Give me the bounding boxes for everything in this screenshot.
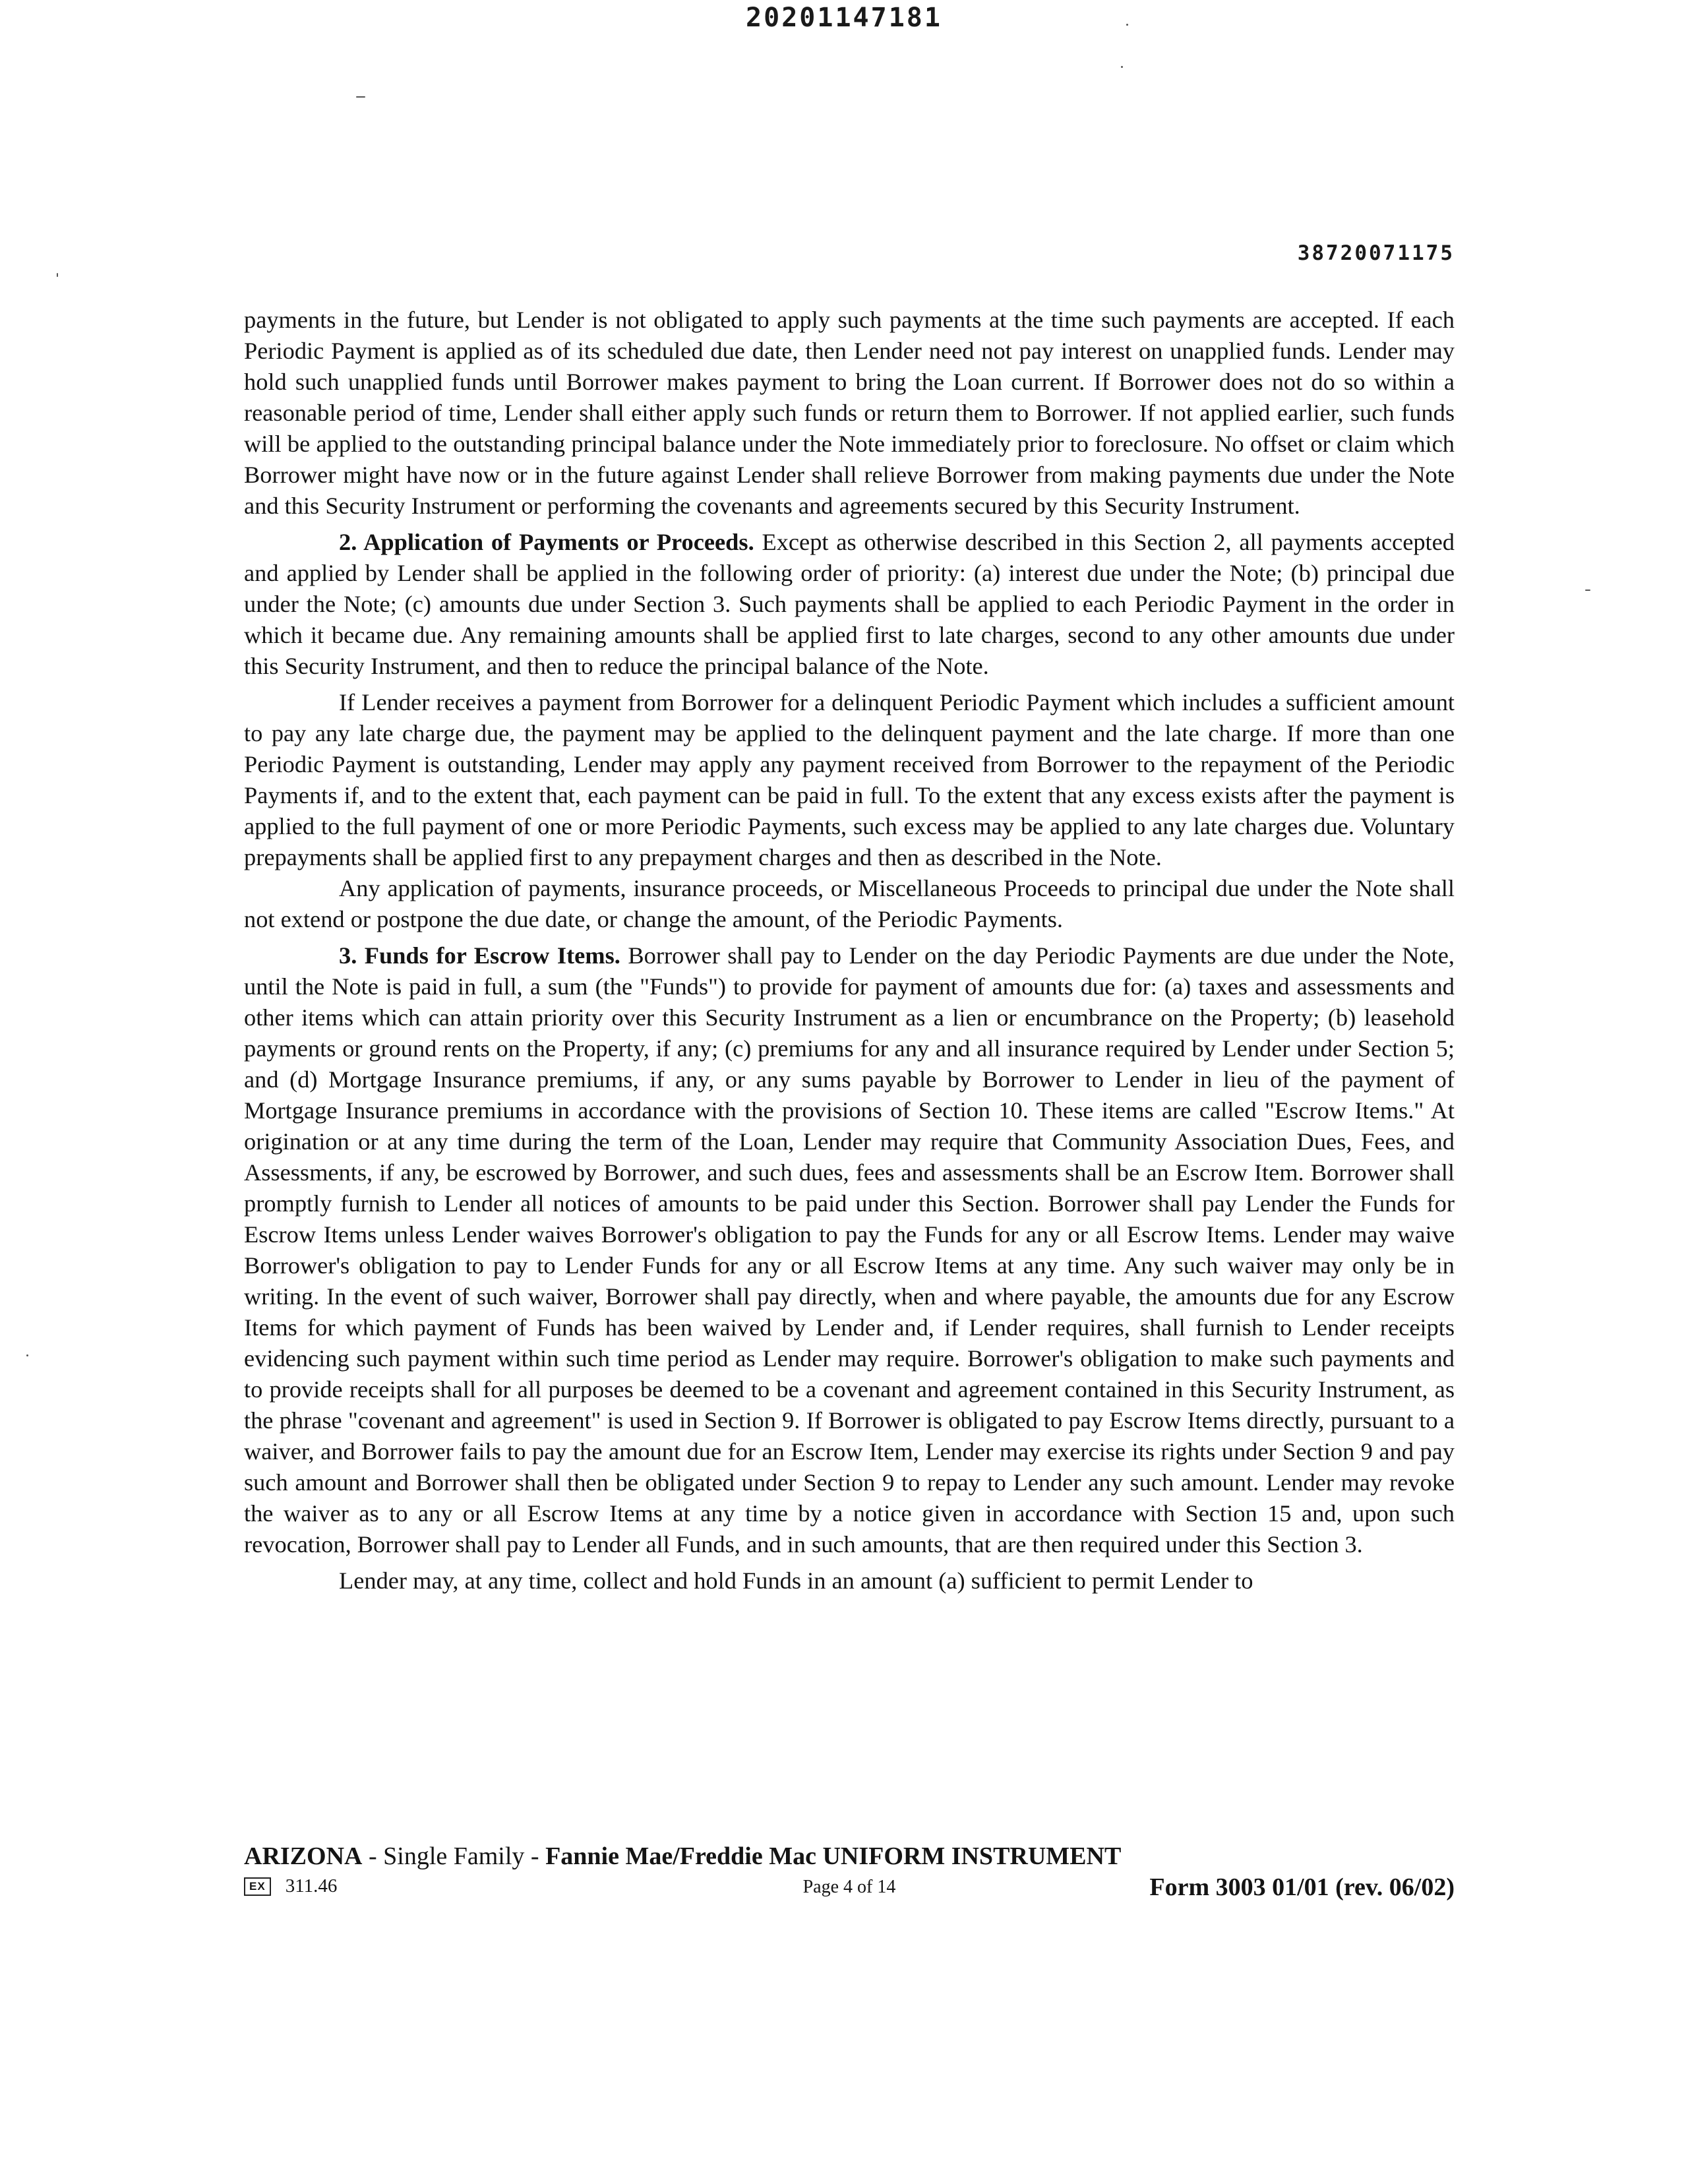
footer-state: ARIZONA [244,1842,363,1870]
document-body [244,305,1455,1596]
scan-speck [1121,66,1123,68]
scan-speck [26,1354,28,1356]
section-2-heading: 2. Application of Payments or Proceeds. [339,529,754,555]
recording-number: 20201147181 [746,3,942,33]
footer-instrument: Fannie Mae/Freddie Mac UNIFORM INSTRUMENT [545,1842,1122,1870]
footer-separator: - Single Family - [362,1842,546,1870]
form-logo-icon: EX [244,1877,271,1896]
paragraph-collect-funds: Lender may, at any time, collect and hold Funds in an amount (a) sufficient to permit Lender to [339,1567,1253,1594]
footer-title [244,1841,1455,1871]
loan-number: 38720071175 [1297,241,1455,265]
paragraph-continuation: payments in the future, but Lender is not obligated to apply such payments at the time such payments are accepted. If each Periodic Payment is applied as of its scheduled due date, then Lender need not pay interest on unapplied funds. Lender may hold such unapplied funds until Borrower makes payment to bring the Loan current. If Borrower does not do so within a reasonable period of time, Lender shall either apply such funds or return them to Borrower. If not applied earlier, such funds will be applied to the outstanding principal balance under the Note immediately prior to foreclosure. No offset or claim which Borrower might have now or in the future against Lender shall relieve Borrower from making payments due under the Note and this Security Instrument or performing the covenants and agreements secured by this Security Instrument. [244,307,1455,519]
section-2-paragraph [244,527,1455,682]
paragraph-application-of-payments: Any application of payments, insurance proceeds, or Miscellaneous Proceeds to principal due under the Note shall not extend or postpone the due date, or change the amount, of the Periodic Payments. [244,875,1455,932]
page-number: Page 4 of 14 [802,1877,896,1897]
form-code: 311.46 [285,1875,338,1896]
scan-speck [356,96,365,98]
page-footer [244,1841,1455,1903]
paragraph-delinquent-payment: If Lender receives a payment from Borrower for a delinquent Periodic Payment which includes a sufficient amount to pay any late charge due, the payment may be applied to the delinquent payment and the late charge. If more than one Periodic Payment is outstanding, Lender may apply any payment received from Borrower to the repayment of the Periodic Payments if, and to the extent that, each payment can be paid in full. To the extent that any excess exists after the payment is applied to the full payment of one or more Periodic Payments, such excess may be applied to any late charges due. Voluntary prepayments shall be applied first to any prepayment charges and then as described in the Note. [244,689,1455,870]
scan-speck [1585,590,1590,591]
scan-speck [1126,24,1128,26]
section-3-paragraph [244,940,1455,1560]
form-id: Form 3003 01/01 (rev. 06/02) [1149,1873,1455,1901]
section-3-heading: 3. Funds for Escrow Items. [339,942,620,969]
section-3-text: Borrower shall pay to Lender on the day Periodic Payments are due under the Note, until the Note is paid in full, a sum (the "Funds") to provide for payment of amounts due for: (a) taxes and assessments and other items which can attain priority over this Security Instrument as a lien or encumbrance on the Property; (b) leasehold payments or ground rents on the Property, if any; (c) premiums for any and all insurance required by Lender under Section 5; and (d) Mortgage Insurance premiums, if any, or any sums payable by Borrower to Lender in lieu of the payment of Mortgage Insurance premiums in accordance with the provisions of Section 10. These items are called "Escrow Items." At origination or at any time during the term of the Loan, Lender may require that Community Association Dues, Fees, and Assessments, if any, be escrowed by Borrower, and such dues, fees and assessments shall be an Escrow Item. Borrower shall promptly furnish to Lender all notices of amounts to be paid under this Section. Borrower shall pay Lender the Funds for Escrow Items unless Lender waives Borrower's obligation to pay the Funds for any or all Escrow Items. Lender may waive Borrower's obligation to pay to Lender Funds for any or all Escrow Items at any time. Any such waiver may only be in writing. In the event of such waiver, Borrower shall pay directly, when and where payable, the amounts due for any Escrow Items for which payment of Funds has been waived by Lender and, if Lender requires, shall furnish to Lender receipts evidencing such payment within such time period as Lender may require. Borrower's obligation to make such payments and to provide receipts shall for all purposes be deemed to be a covenant and agreement contained in this Security Instrument, as the phrase "covenant and agreement" is used in Section 9. If Borrower is obligated to pay Escrow Items directly, pursuant to a waiver, and Borrower fails to pay the amount due for an Escrow Item, Lender may exercise its rights under Section 9 and pay such amount and Borrower shall then be obligated under Section 9 to repay to Lender any such amount. Lender may revoke the waiver as to any or all Escrow Items at any time by a notice given in accordance with Section 15 and, upon such revocation, Borrower shall pay to Lender all Funds, and in such amounts, that are then required under this Section 3. [244,942,1455,1558]
section-2-text: Except as otherwise described in this Section 2, all payments accepted and applied by Lender shall be applied in the following order of priority: (a) interest due under the Note; (b) principal due under the Note; (c) amounts due under Section 3. Such payments shall be applied to each Periodic Payment in the order in which it became due. Any remaining amounts shall be applied first to late charges, second to any other amounts due under this Security Instrument, and then to reduce the principal balance of the Note. [244,529,1455,679]
scan-speck [57,273,58,277]
footer-meta [244,1873,1455,1903]
